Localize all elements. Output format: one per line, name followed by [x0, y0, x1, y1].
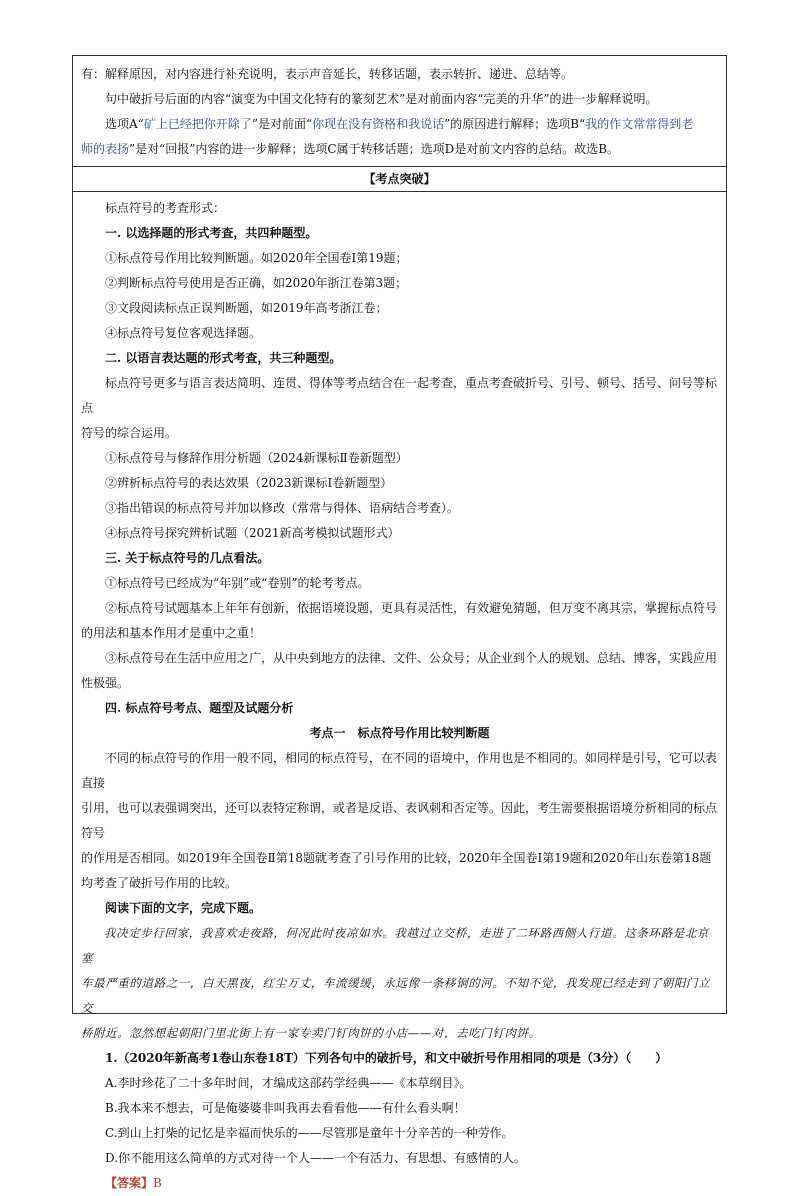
reading-instruction: 阅读下面的文字，完成下题。	[105, 901, 262, 915]
answer-value: B	[153, 1176, 162, 1190]
option-b: B.我本来不想去，可是俺婆婆非叫我再去看看他——有什么看头啊！	[105, 1101, 466, 1115]
reading-passage-line: 我决定步行回家，我喜欢走夜路，何况此时夜凉如水。我越过立交桥，走进了二环路西侧人行道。这条环路是北京塞	[81, 926, 709, 965]
option-d: D.你不能用这么简单的方式对待一个人——一个有活力、有思想、有感情的人。	[105, 1151, 527, 1165]
section-heading: 三. 关于标点符号的几点看法。	[105, 551, 270, 565]
section-heading: 一. 以选择题的形式考查，共四种题型。	[105, 226, 318, 240]
list-item: ③文段阅读标点正误判断题，如2019年高考浙江卷；	[105, 301, 388, 315]
option-c: C.到山上打柴的记忆是幸福而快乐的——尽管那是童年十分辛苦的一种劳作。	[105, 1126, 514, 1140]
paragraph: 的作用是否相同。如2019年全国卷Ⅱ第18题就考查了引号作用的比较，2020年全国卷Ⅰ第19题和2020年山东卷第18题	[81, 851, 712, 865]
list-item: ①标点符号已经成为“年别”或“卷别”的轮考考点。	[105, 576, 370, 590]
list-item: ②判断标点符号使用是否正确，如2020年浙江卷第3题；	[105, 276, 408, 290]
paragraph: 符号的综合运用。	[81, 426, 178, 440]
section-banner: 【考点突破】	[72, 166, 727, 192]
reading-passage-line: 车最严重的道路之一，白天黑夜，红尘万丈，车流缓缓，永远像一条移铜的河。不知不觉，我发现已经走到了朝阳门立交	[81, 976, 711, 1015]
reading-passage-line: 桥附近。忽然想起朝阳门里北街上有一家专卖门钉肉饼的小店——对，去吃门钉肉饼。	[81, 1026, 541, 1040]
list-item: ①标点符号作用比较判断题。如2020年全国卷Ⅰ第19题；	[105, 251, 408, 265]
paragraph: 均考查了破折号作用的比较。	[81, 876, 238, 890]
list-item: ④标点符号探究辨析试题（2021新高考模拟试题形式）	[105, 526, 400, 540]
explanation-line-2: 句中破折号后面的内容“演变为中国文化特有的篆刻艺术”是对前面内容“完美的升华”的进一步解释说明。	[105, 92, 658, 106]
document-sheet	[72, 55, 727, 1190]
paragraph: 的用法和基本作用才是重中之重！	[81, 626, 262, 640]
explanation-line-1: 有：解释原因，对内容进行补充说明，表示声音延长，转移话题，表示转折、递进、总结等。	[81, 67, 574, 81]
list-item: ④标点符号复位客观选择题。	[105, 326, 262, 340]
explanation-line-4: 师的表扬”是对“回报”内容的进一步解释；选项C属于转移话题；选项D是对前文内容的总结。故选B。	[81, 142, 620, 156]
paragraph: 性极强。	[81, 676, 130, 690]
list-item: ③指出错误的标点符号并加以修改（常常与得体、语病结合考查）。	[105, 501, 460, 515]
answer-line	[81, 1171, 718, 1196]
section-heading: 二. 以语言表达题的形式考查，共三种题型。	[105, 351, 342, 365]
paragraph: 引用，也可以表强调突出，还可以表特定称谓，或者是反语、表讽刺和否定等。因此，考生需要根据语境分析相同的标点符号	[81, 801, 718, 840]
subsection-title: 考点一 标点符号作用比较判断题	[309, 726, 490, 740]
question-stem: 1.（2020年新高考1卷山东卷18T）下列各句中的破折号，和文中破折号作用相同的项是（3分）（ ）	[105, 1051, 668, 1065]
list-item: ②标点符号试题基本上年年有创新，依据语境设题，更具有灵活性，有效避免猜题，但万变不离其宗，掌握标点符号	[105, 601, 718, 615]
list-item: ②辨析标点符号的表达效果（2023新课标Ⅰ卷新题型）	[105, 476, 393, 490]
main-content-box	[72, 192, 727, 1190]
option-a: A.李时珍花了二十多年时间，才编成这部药学经典——《本草纲目》。	[105, 1076, 472, 1090]
list-item: ①标点符号与修辞作用分析题（2024新课标Ⅱ卷新题型）	[105, 451, 408, 465]
paragraph: 标点符号的考查形式：	[105, 201, 226, 215]
paragraph: 不同的标点符号的作用一般不同，相同的标点符号，在不同的语境中，作用也是不相同的。如同样是引号，它可以表直接	[81, 751, 718, 790]
paragraph: 标点符号更多与语言表达简明、连贯、得体等考点结合在一起考查，重点考查破折号、引号、顿号、括号、问号等标点	[81, 376, 718, 415]
list-item: ③标点符号在生活中应用之广，从中央到地方的法律、文件、公众号；从企业到个人的规划、总结、博客，实践应用	[105, 651, 718, 665]
explanation-line-3: 选项A“矿上已经把你开除了”是对前面“你现在没有资格和我说话”的原因进行解释；选项B“我的作文常常得到老	[105, 117, 694, 131]
explanation-box	[72, 55, 727, 166]
answer-label: 【答案】	[105, 1176, 154, 1190]
section-heading: 四. 标点符号考点、题型及试题分析	[105, 701, 294, 715]
